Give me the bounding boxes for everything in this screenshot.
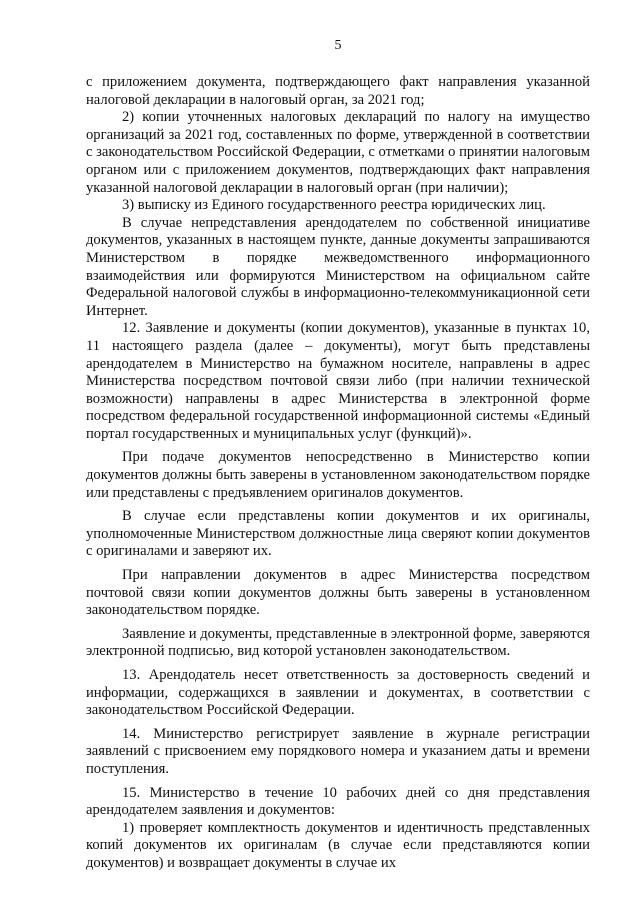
paragraph: В случае если представлены копии документов и их оригиналы, уполномоченные Министерством должностные лица сверяют копии документов с оригиналами и заверяют их.: [86, 508, 590, 560]
paragraph: 12. Заявление и документы (копии документов), указанные в пунктах 10, 11 настоящего раздела (далее – документы), могут быть представлены арендодателем в Министерство на бумажном носителе, направлены в адрес Министерства посредством почтовой связи либо (при наличии технической возможности) направлены в адрес Министерства в электронной форме посредством федеральной государственной информационной системы «Единый портал государственных и муниципальных услуг (функций)».: [86, 320, 590, 442]
paragraph: с приложением документа, подтверждающего факт направления указанной налоговой декларации в налоговый орган, за 2021 год;: [86, 74, 590, 108]
paragraph: При подаче документов непосредственно в Министерство копии документов должны быть заверены в установленном законодательством порядке или представлены с предъявлением оригиналов документов.: [86, 449, 590, 501]
paragraph: В случае непредставления арендодателем по собственной инициативе документов, указанных в настоящем пункте, данные документы запрашиваются Министерством в порядке межведомственного информационного взаимодействия или формируются Министерством на официальном сайте Федеральной налоговой службы в информационно-телекоммуникационной сети Интернет.: [86, 214, 590, 319]
paragraph: 15. Министерство в течение 10 рабочих дней со дня представления арендодателем заявления и документов:: [86, 784, 590, 819]
page-number: 5: [334, 38, 342, 53]
paragraph: 1) проверяет комплектность документов и идентичность представленных копий документов их оригиналам (в случае если представляются копии документов) и возвращает документы в случае их: [86, 819, 590, 871]
paragraph: 3) выписку из Единого государственного реестра юридических лиц.: [122, 197, 546, 214]
paragraph: 14. Министерство регистрирует заявление в журнале регистрации заявлений с присвоением ему порядкового номера и указанием даты и времени поступления.: [86, 725, 590, 777]
paragraph: Заявление и документы, представленные в электронной форме, заверяются электронной подписью, вид которой установлен законодательством.: [86, 625, 590, 660]
paragraph: 13. Арендодатель несет ответственность за достоверность сведений и информации, содержащихся в заявлении и документах, в соответствии с законодательством Российской Федерации.: [86, 667, 590, 719]
document-body: [86, 74, 590, 873]
paragraph: При направлении документов в адрес Министерства посредством почтовой связи копии документов должны быть заверены в установленном законодательством порядке.: [86, 567, 590, 619]
paragraph: 2) копии уточненных налоговых деклараций по налогу на имущество организаций за 2021 год, составленных по форме, утвержденной в соответствии с законодательством Российской Федерации, с отметками о принятии налоговым органом или с приложением документов, подтверждающих факт направления указанной налоговой декларации в налоговый орган (при наличии);: [86, 109, 590, 196]
